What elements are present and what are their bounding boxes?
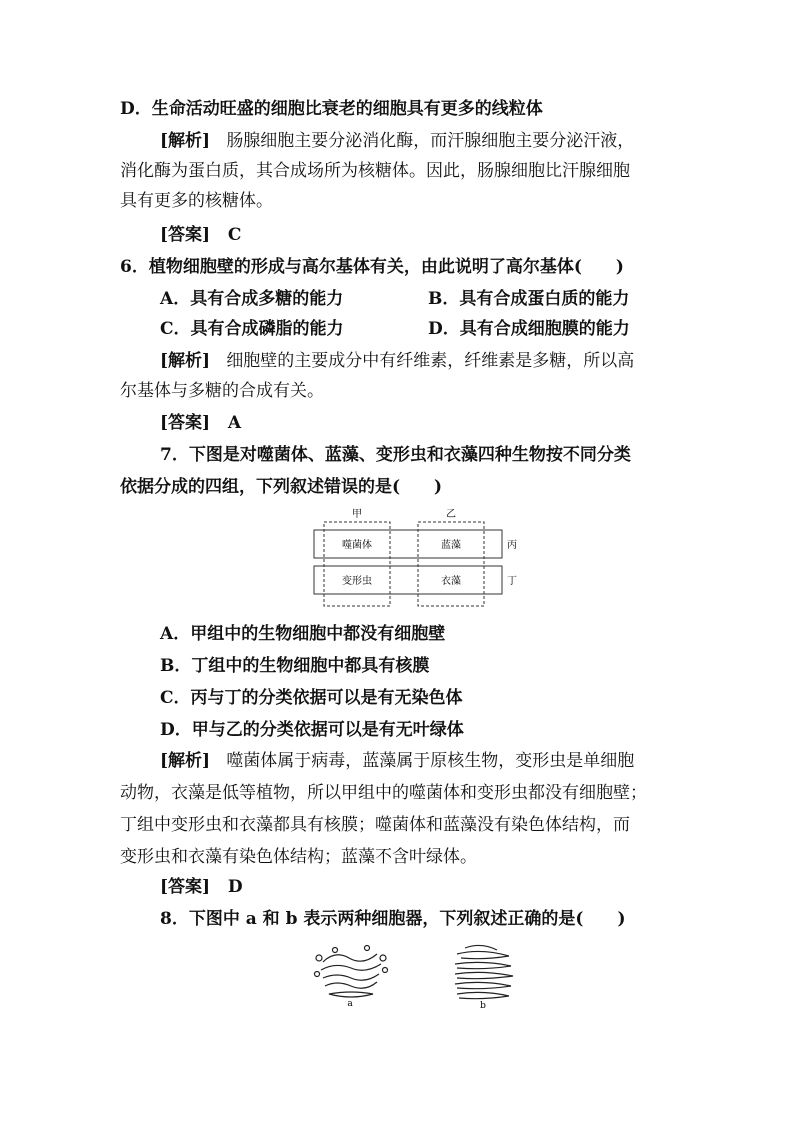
q5-answer-value: C <box>227 225 242 245</box>
q5-answer-label: [答案] <box>160 225 211 245</box>
q5-analysis-label: [解析] <box>160 131 211 151</box>
q7-analysis-line-3: 丁组中变形虫和衣藻都具有核膜；噬菌体和蓝藻没有染色体结构，而 <box>120 815 630 835</box>
q7-option-a: A．甲组中的生物细胞中都没有细胞壁 <box>160 624 446 644</box>
q6-stem: 6．植物细胞壁的形成与高尔基体有关，由此说明了高尔基体( ) <box>120 257 624 277</box>
organelle-b-label: b <box>480 1001 486 1010</box>
q6-option-b: B．具有合成蛋白质的能力 <box>428 289 630 309</box>
q6-option-a: A．具有合成多糖的能力 <box>160 289 344 309</box>
q7-option-d: D．甲与乙的分类依据可以是有无叶绿体 <box>160 720 464 740</box>
q7-classification-diagram <box>300 500 530 610</box>
label-jia: 甲 <box>352 509 362 520</box>
label-yi: 乙 <box>446 509 456 520</box>
q5-analysis-line-2: 消化酶为蛋白质，其合成场所为核糖体。因此，肠腺细胞比汗腺细胞 <box>120 161 630 181</box>
q7-answer-value: D <box>227 877 243 897</box>
cell-chlamydomonas: 衣藻 <box>441 576 461 587</box>
q7-answer <box>160 876 243 898</box>
q5-analysis-line-3: 具有更多的核糖体。 <box>120 191 273 211</box>
q7-option-b: B．丁组中的生物细胞中都具有核膜 <box>160 656 430 676</box>
q6-answer <box>160 412 241 434</box>
q6-analysis-text-1: 细胞壁的主要成分中有纤维素，纤维素是多糖，所以高 <box>226 351 635 371</box>
q5-analysis-line-1 <box>160 130 634 152</box>
organelle-a-label: a <box>347 999 353 1009</box>
q7-answer-label: [答案] <box>160 877 211 897</box>
cell-blue-algae: 蓝藻 <box>441 540 461 551</box>
q7-analysis-label: [解析] <box>160 751 211 771</box>
q6-analysis-line-2: 尔基体与多糖的合成有关。 <box>120 381 324 401</box>
q7-analysis-text-1: 噬菌体属于病毒，蓝藻属于原核生物，变形虫是单细胞 <box>226 751 635 771</box>
group-jia-box <box>324 522 390 606</box>
q5-analysis-text-1: 肠腺细胞主要分泌消化酶，而汗腺细胞主要分泌汗液， <box>226 131 635 151</box>
q7-analysis-line-2: 动物，衣藻是低等植物，所以甲组中的噬菌体和变形虫都没有细胞壁； <box>120 783 647 803</box>
q7-option-c: C．丙与丁的分类依据可以是有无染色体 <box>160 688 463 708</box>
group-yi-box <box>418 522 484 606</box>
cell-amoeba: 变形虫 <box>342 576 372 587</box>
q5-option-d: D．生命活动旺盛的细胞比衰老的细胞具有更多的线粒体 <box>120 99 543 119</box>
q8-stem: 8．下图中 a 和 b 表示两种细胞器，下列叙述正确的是( ) <box>160 909 626 929</box>
label-ding: 丁 <box>507 576 517 587</box>
q5-answer <box>160 224 241 246</box>
q6-option-d: D．具有合成细胞膜的能力 <box>428 319 630 339</box>
organelle-a-image <box>315 946 388 998</box>
cell-phage: 噬菌体 <box>342 540 372 551</box>
label-bing: 丙 <box>507 540 517 551</box>
q7-stem-line-2: 依据分成的四组，下列叙述错误的是( ) <box>120 477 443 497</box>
q6-analysis-line-1 <box>160 350 634 372</box>
q6-answer-label: [答案] <box>160 413 211 433</box>
organelle-b-image <box>455 945 513 998</box>
q7-stem-line-1: 7．下图是对噬菌体、蓝藻、变形虫和衣藻四种生物按不同分类 <box>160 445 631 465</box>
q6-option-c: C．具有合成磷脂的能力 <box>160 319 344 339</box>
q8-organelle-figure <box>305 940 535 1010</box>
q6-answer-value: A <box>227 413 242 433</box>
q7-analysis-line-1 <box>160 750 634 772</box>
q6-analysis-label: [解析] <box>160 351 211 371</box>
q7-analysis-line-4: 变形虫和衣藻有染色体结构；蓝藻不含叶绿体。 <box>120 847 477 867</box>
